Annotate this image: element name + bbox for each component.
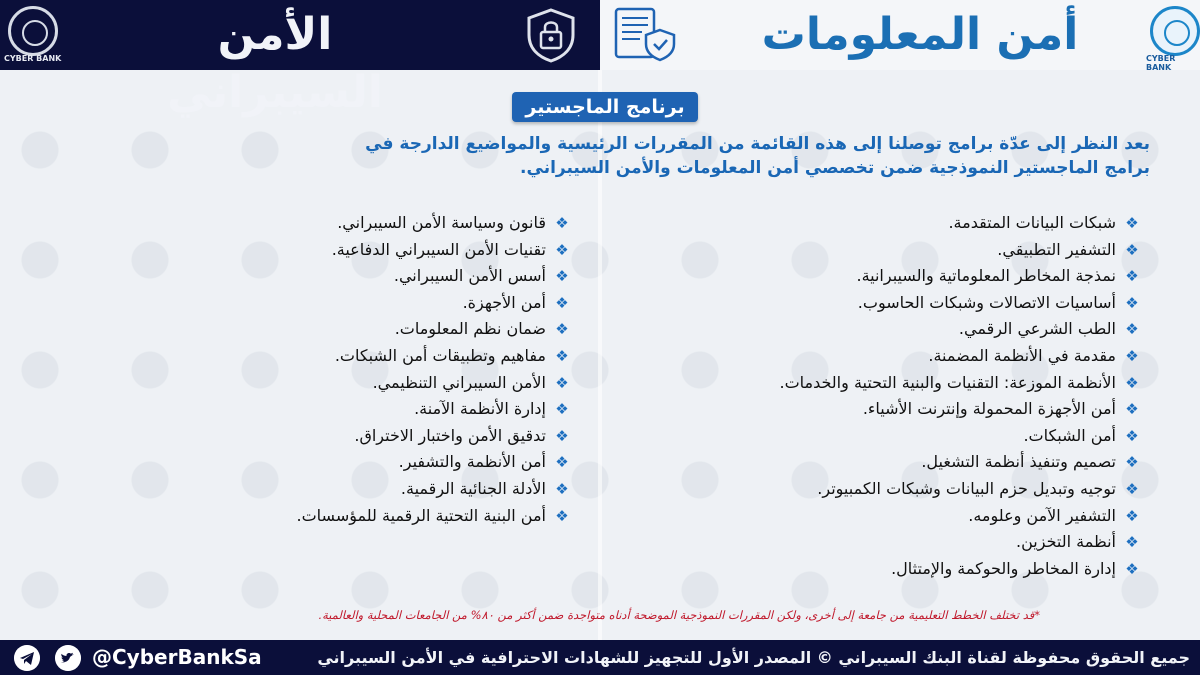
logo-caption-left: CYBER BANK (4, 54, 62, 63)
diamond-bullet-icon: ❖ (555, 214, 569, 232)
course-item (130, 423, 570, 450)
course-label: ضمان نظم المعلومات. (394, 319, 546, 339)
course-item (130, 290, 570, 317)
course-item (620, 503, 1140, 530)
copyright-text: جميع الحقوق محفوظة لقناة البنك السيبراني © المصدر الأول للتجهيز للشهادات الاحترافية في الأمن السيبراني (317, 648, 1190, 667)
course-label: قانون وسياسة الأمن السيبراني. (337, 213, 546, 232)
course-label: إدارة المخاطر والحوكمة والإمتثال. (891, 558, 1116, 578)
course-label: أمن الشبكات. (1023, 425, 1116, 445)
course-item (620, 423, 1140, 450)
diamond-bullet-icon: ❖ (1125, 267, 1139, 286)
course-label: مفاهيم وتطبيقات أمن الشبكات. (334, 345, 546, 365)
course-label: أساسيات الاتصالات وشبكات الحاسوب. (857, 292, 1116, 312)
diamond-bullet-icon: ❖ (555, 240, 569, 259)
diamond-bullet-icon: ❖ (555, 479, 569, 498)
twitter-icon[interactable] (55, 645, 81, 671)
course-item (620, 370, 1140, 397)
diamond-bullet-icon: ❖ (555, 267, 569, 286)
course-item (620, 290, 1140, 317)
course-label: أمن الأجهزة. (462, 292, 546, 312)
course-label: توجيه وتبديل حزم البيانات وشبكات الكمبيوتر. (817, 478, 1116, 498)
course-label: التشفير التطبيقي. (997, 239, 1116, 259)
left-course-list (130, 210, 570, 529)
diamond-bullet-icon: ❖ (555, 400, 569, 419)
twitter-handle[interactable]: @CyberBankSa (92, 645, 262, 669)
diamond-bullet-icon: ❖ (1125, 373, 1139, 392)
course-item (130, 370, 570, 397)
diamond-bullet-icon: ❖ (1125, 479, 1139, 498)
diamond-bullet-icon: ❖ (555, 506, 569, 525)
course-label: مقدمة في الأنظمة المضمنة. (928, 345, 1116, 365)
course-label: شبكات البيانات المتقدمة. (948, 213, 1116, 232)
diamond-bullet-icon: ❖ (1125, 400, 1139, 419)
cybersecurity-title: الأمن السيبراني (167, 9, 383, 118)
course-item (130, 396, 570, 423)
diamond-bullet-icon: ❖ (555, 453, 569, 472)
disclaimer-note: *قد تختلف الخطط التعليمية من جامعة إلى أخرى، ولكن المقررات النموذجية الموضحة أدناه متواجدة ضمن أكثر من ٨٠% من الجامعات المحلية والعالمية. (318, 608, 1040, 622)
course-item (130, 503, 570, 530)
course-label: الأدلة الجنائية الرقمية. (400, 478, 546, 498)
course-item (130, 343, 570, 370)
diamond-bullet-icon: ❖ (555, 293, 569, 312)
diamond-bullet-icon: ❖ (1125, 293, 1139, 312)
course-label: تدقيق الأمن واختبار الاختراق. (354, 425, 546, 445)
diamond-bullet-icon: ❖ (555, 320, 569, 339)
diamond-bullet-icon: ❖ (555, 346, 569, 365)
diamond-bullet-icon: ❖ (1125, 559, 1139, 578)
course-label: الطب الشرعي الرقمي. (958, 319, 1116, 339)
document-shield-icon (612, 6, 678, 64)
course-item (130, 263, 570, 290)
course-label: أنظمة التخزين. (1016, 532, 1116, 552)
intro-paragraph: بعد النظر إلى عدّة برامج توصلنا إلى هذه القائمة من المقررات الرئيسية والمواضيع الدارجة في برامج الماجستير النموذجية ضمن تخصصي أمن المعلومات والأمن السيبراني. (365, 134, 1150, 178)
diamond-bullet-icon: ❖ (1125, 346, 1139, 365)
diamond-bullet-icon: ❖ (1125, 214, 1139, 232)
diamond-bullet-icon: ❖ (555, 426, 569, 445)
course-label: نمذجة المخاطر المعلوماتية والسيبرانية. (856, 266, 1116, 286)
logo-caption-right: CYBER BANK (1146, 54, 1176, 72)
course-item (620, 476, 1140, 503)
cyber-bank-logo-right (1150, 6, 1200, 56)
course-label: أسس الأمن السيبراني. (393, 266, 546, 286)
course-label: الأمن السيبراني التنظيمي. (372, 372, 546, 392)
diamond-bullet-icon: ❖ (1125, 453, 1139, 472)
course-item (130, 210, 570, 237)
telegram-icon[interactable] (14, 645, 40, 671)
course-label: تصميم وتنفيذ أنظمة التشغيل. (921, 452, 1116, 472)
course-item (620, 237, 1140, 264)
course-item (620, 396, 1140, 423)
course-item (130, 316, 570, 343)
infosec-title: أمن المعلومات (761, 9, 1079, 60)
course-item (620, 263, 1140, 290)
course-label: إدارة الأنظمة الآمنة. (414, 399, 546, 419)
course-label: أمن البنية التحتية الرقمية للمؤسسات. (296, 505, 546, 525)
course-label: أمن الأنظمة والتشفير. (398, 452, 546, 472)
diamond-bullet-icon: ❖ (1125, 240, 1139, 259)
diamond-bullet-icon: ❖ (1125, 426, 1139, 445)
course-item (620, 556, 1140, 583)
footer (0, 640, 1200, 675)
course-item (620, 210, 1140, 237)
course-item (130, 449, 570, 476)
lock-shield-icon (523, 7, 579, 63)
course-label: التشفير الآمن وعلومه. (968, 505, 1116, 525)
course-label: تقنيات الأمن السيبراني الدفاعية. (331, 239, 546, 259)
course-item (620, 316, 1140, 343)
diamond-bullet-icon: ❖ (555, 373, 569, 392)
course-item (620, 449, 1140, 476)
course-item (620, 529, 1140, 556)
course-label: أمن الأجهزة المحمولة وإنترنت الأشياء. (862, 399, 1116, 419)
course-item (620, 343, 1140, 370)
masters-program-badge: برنامج الماجستير (512, 92, 698, 122)
course-label: الأنظمة الموزعة: التقنيات والبنية التحتية والخدمات. (779, 372, 1116, 392)
right-course-list (620, 210, 1140, 582)
diamond-bullet-icon: ❖ (1125, 506, 1139, 525)
course-item (130, 237, 570, 264)
cyber-bank-logo-left (8, 6, 58, 56)
course-item (130, 476, 570, 503)
diamond-bullet-icon: ❖ (1125, 533, 1139, 552)
diamond-bullet-icon: ❖ (1125, 320, 1139, 339)
